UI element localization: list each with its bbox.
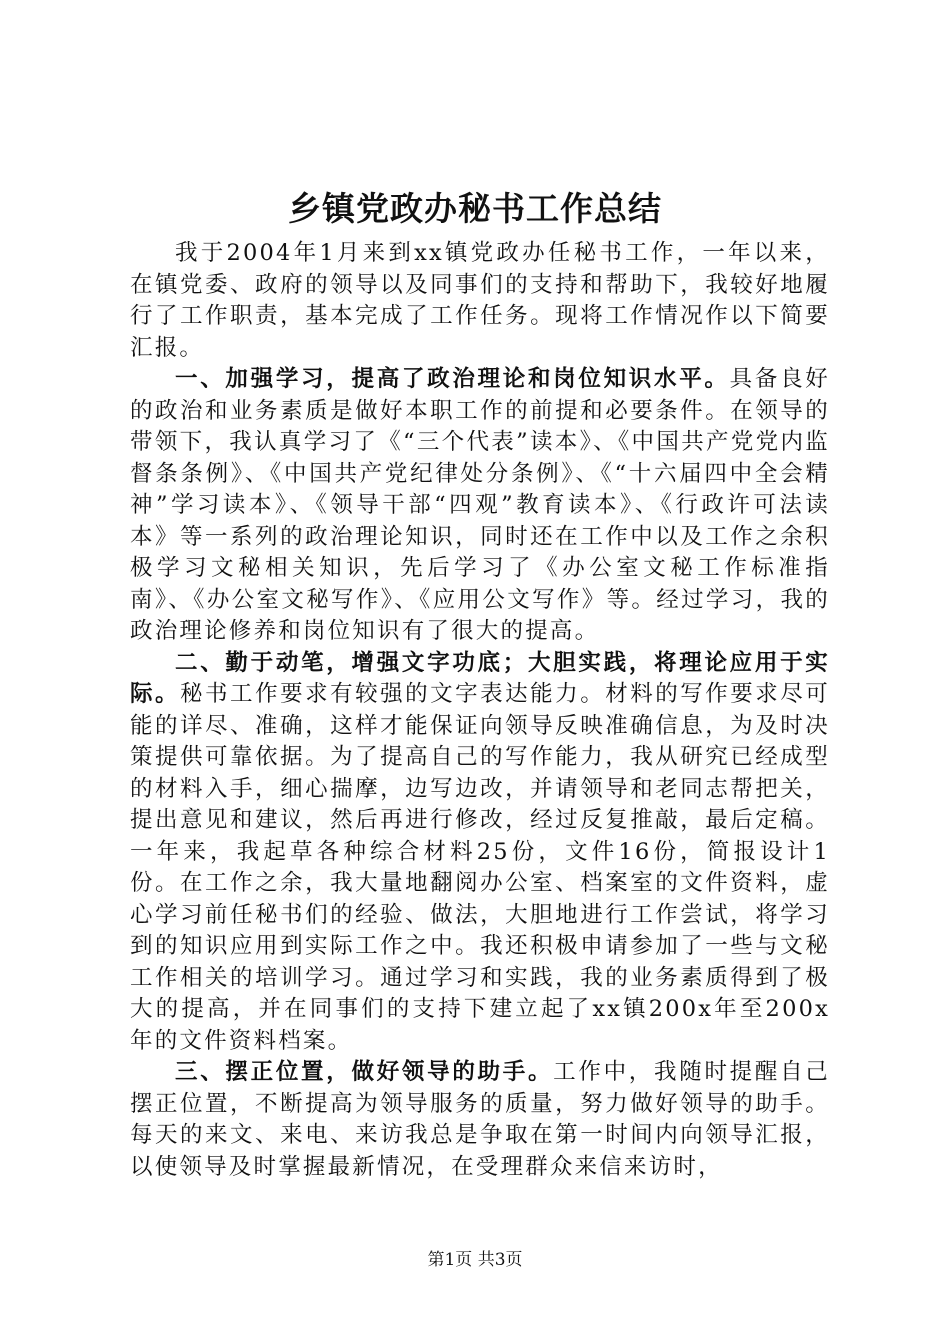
page-footer: 第1页 共3页 [427, 1250, 523, 1270]
section-1-text: 具备良好的政治和业务素质是做好本职工作的前提和必要条件。在领导的带领下，我认真学习了《“三个代表”读本》、《中国共产党党内监督条条例》、《中国共产党纪律处分条例》、《“十六届四中全会精神”学习读本》、《领导干部“四观”教育读本》、《行政许可法读本》等一系列的政治理论知识，同时还在工作中以及工作之余积极学习文秘相关知识，先后学习了《办公室文秘工作标准指南》、《办公室文秘写作》、《应用公文写作》等。经过学习，我的政治理论修养和岗位知识有了很大的提高。 [130, 366, 830, 644]
paragraph-section-3 [130, 1057, 830, 1183]
paragraph-intro-text: 我于2004年1月来到xx镇党政办任秘书工作，一年以来，在镇党委、政府的领导以及同事们的支持和帮助下，我较好地履行了工作职责，基本完成了工作任务。现将工作情况作以下简要汇报。 [130, 240, 830, 361]
section-2-text: 秘书工作要求有较强的文字表达能力。材料的写作要求尽可能的详尽、准确，这样才能保证向领导反映准确信息，为及时决策提供可靠依据。为了提高自己的写作能力，我从研究已经成型的材料入手，细心揣摩，边写边改，并请领导和老同志帮把关，提出意见和建议，然后再进行修改，经过反复推敲，最后定稿。一年来，我起草各种综合材料25份，文件16份，简报设计1份。在工作之余，我大量地翻阅办公室、档案室的文件资料，虚心学习前任秘书们的经验、做法，大胆地进行工作尝试，将学习到的知识应用到实际工作之中。我还积极申请参加了一些与文秘工作相关的培训学习。通过学习和实践，我的业务素质得到了极大的提高，并在同事们的支持下建立起了xx镇200x年至200x年的文件资料档案。 [130, 681, 831, 1054]
paragraph-section-2 [130, 648, 830, 1058]
section-2-heading: 二、勤于动笔，增强文字功底；大胆实践，将理论应用于实际。 [130, 649, 830, 707]
section-3-text: 工作中，我随时提醒自己摆正位置，不断提高为领导服务的质量，努力做好领导的助手。每天的来文、来电、来访我总是争取在第一时间内向领导汇报，以使领导及时掌握最新情况，在受理群众来信来访时， [130, 1059, 830, 1180]
paragraph-section-1 [130, 364, 830, 648]
section-1-heading: 一、加强学习，提高了政治理论和岗位知识水平。 [175, 366, 730, 392]
document-body [130, 238, 830, 1183]
paragraph-intro [130, 238, 830, 364]
document-title: 乡镇党政办秘书工作总结 [288, 189, 662, 228]
section-3-heading: 三、摆正位置，做好领导的助手。 [175, 1059, 554, 1085]
